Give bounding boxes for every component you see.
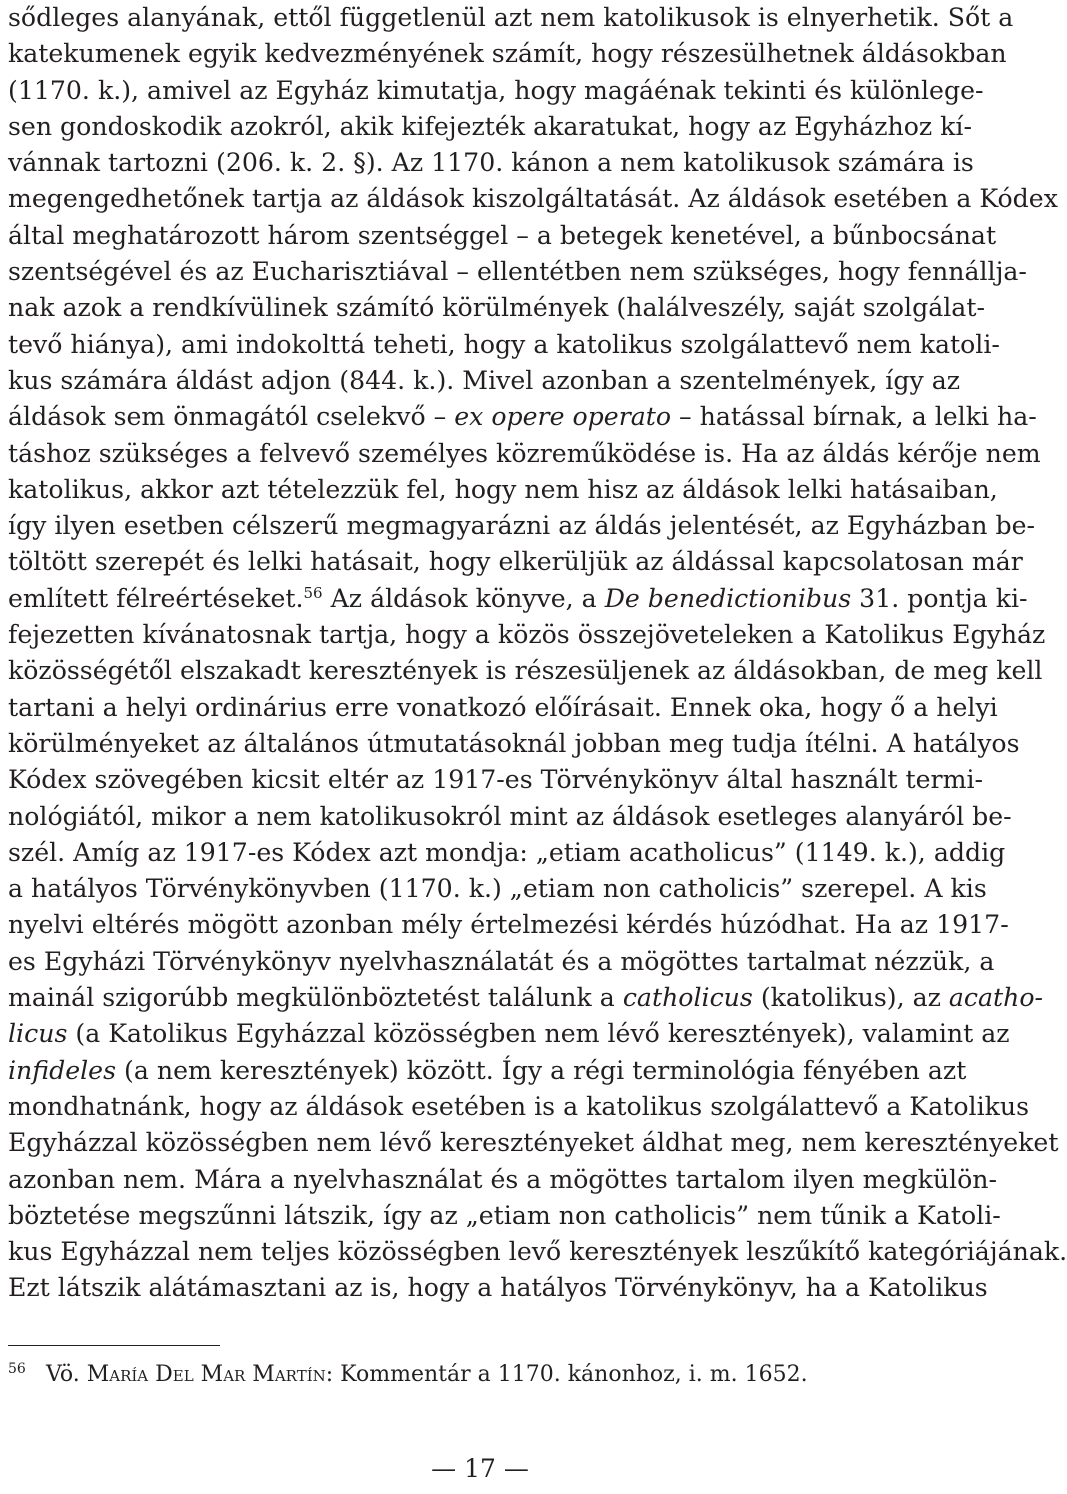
- paragraph-part-2: [8, 436, 1041, 581]
- paragraph-part-1: [8, 0, 1058, 399]
- body-line: Egyházzal közösségben nem lévő keresztényeket áldhat meg, nem keresztényeket: [8, 1128, 1059, 1158]
- body-line-17: említett félreértéseket.$^{56}$ Az áldások könyve, a De benedictionibus 31. pontja ki-: [8, 583, 1028, 613]
- body-line: kus Egyházzal nem teljes közösségben levő keresztények leszűkítő kategóriájának.: [8, 1237, 1067, 1267]
- body-line: közösségétől elszakadt keresztények is részesüljenek az áldásokban, de meg kell: [8, 656, 1043, 686]
- body-line: Kódex szövegében kicsit eltér az 1917-es Törvénykönyv által használt termi-: [8, 765, 984, 795]
- body-line: tevő hiánya), ami indokolttá teheti, hogy a katolikus szolgálattevő nem katoli-: [8, 329, 1000, 359]
- footnote-author: María Del Mar Martín: [86, 1362, 326, 1387]
- footnote-separator: [8, 1345, 220, 1346]
- body-line-29: licus (a Katolikus Egyházzal közösségben nem lévő keresztények), valamint az: [8, 1019, 1010, 1049]
- body-line: fejezetten kívánatosnak tartja, hogy a közös összejöveteleken a Katolikus Egyház: [8, 620, 1046, 650]
- body-line: megengedhetőnek tartja az áldások kiszolgáltatását. Az áldások esetében a Kódex: [8, 184, 1058, 214]
- paragraph-part-4: [8, 1089, 1067, 1307]
- body-line: azonban nem. Mára a nyelvhasználat és a mögöttes tartalom ilyen megkülön-: [8, 1164, 998, 1194]
- body-line: szentségével és az Eucharisztiával – ellentétben nem szükséges, hogy fennállja-: [8, 257, 1027, 287]
- body-line: táshoz szükséges a felvevő személyes közreműködése is. Ha az áldás kérője nem: [8, 438, 1041, 468]
- body-line: (1170. k.), amivel az Egyház kimutatja, hogy magáénak tekinti és különlege-: [8, 75, 984, 105]
- body-line: a hatályos Törvénykönyvben (1170. k.) „etiam non catholicis” szerepel. A kis: [8, 874, 987, 904]
- page-number: — 17 —: [431, 1454, 529, 1483]
- body-line-28: mainál szigorúbb megkülönböztetést találunk a catholicus (katolikus), az acatho-: [8, 983, 1044, 1013]
- body-line: böztetése megszűnni látszik, így az „etiam non catholicis” nem tűnik a Katoli-: [8, 1200, 1001, 1230]
- body-line: nak azok a rendkívülinek számító körülmények (halálveszély, saját szolgálat-: [8, 293, 985, 323]
- body-line: Ezt látszik alátámasztani az is, hogy a hatályos Törvénykönyv, ha a Katolikus: [8, 1273, 988, 1303]
- body-line: által meghatározott három szentséggel – a betegek kenetével, a bűnbocsánat: [8, 220, 997, 250]
- body-line: nyelvi eltérés mögött azonban mély értelmezési kérdés húzódhat. Ha az 1917-: [8, 910, 1009, 940]
- body-line: töltött szerepét és lelki hatásait, hogy elkerüljük az áldással kapcsolatosan már: [8, 547, 1023, 577]
- paragraph-part-3: [8, 617, 1046, 980]
- footnote: 56 Vö. María Del Mar Martín: Kommentár a 1170. kánonhoz, i. m. 1652.: [8, 1354, 808, 1390]
- body-line: katekumenek egyik kedvezményének számít, hogy részesülhetnek áldásokban: [8, 39, 1007, 69]
- body-line: így ilyen esetben célszerű megmagyarázni az áldás jelentését, az Egyházban be-: [8, 511, 1036, 541]
- body-line: vánnak tartozni (206. k. 2. §). Az 1170. kánon a nem katolikusok számára is: [8, 148, 974, 178]
- body-line: tartani a helyi ordinárius erre vonatkozó előírásait. Ennek oka, hogy ő a helyi: [8, 692, 998, 722]
- body-line: sen gondoskodik azokról, akik kifejezték akaratukat, hogy az Egyházhoz kí-: [8, 111, 972, 141]
- body-line: körülményeket az általános útmutatásoknál jobban meg tudja ítélni. A hatályos: [8, 728, 1020, 758]
- body-line: sődleges alanyának, ettől függetlenül azt nem katolikusok is elnyerhetik. Sőt a: [8, 3, 1014, 32]
- body-line: mondhatnánk, hogy az áldások esetében is a katolikus szolgálattevő a Katolikus: [8, 1091, 1030, 1121]
- body-line: katolikus, akkor azt tételezzük fel, hogy nem hisz az áldások lelki hatásaiban,: [8, 474, 998, 504]
- body-line: es Egyházi Törvénykönyv nyelvhasználatát és a mögöttes tartalmat nézzük, a: [8, 946, 995, 976]
- body-line-30: infideles (a nem keresztények) között. Így a régi terminológia fényében azt: [8, 1055, 967, 1085]
- footnote-ref: 56: [303, 583, 323, 602]
- body-line: nológiától, mikor a nem katolikusokról mint az áldások esetleges alanyáról be-: [8, 801, 1012, 831]
- body-line-12: áldások sem önmagától cselekvő – ex opere operato – hatással bírnak, a lelki ha-: [8, 402, 1037, 432]
- footnote-number: 56: [8, 1361, 26, 1377]
- body-line: kus számára áldást adjon (844. k.). Mivel azonban a szentelmények, így az: [8, 365, 960, 395]
- body-line: szél. Amíg az 1917-es Kódex azt mondja: „etiam acatholicus” (1149. k.), addig: [8, 837, 1006, 867]
- document-body: [8, 0, 1067, 1307]
